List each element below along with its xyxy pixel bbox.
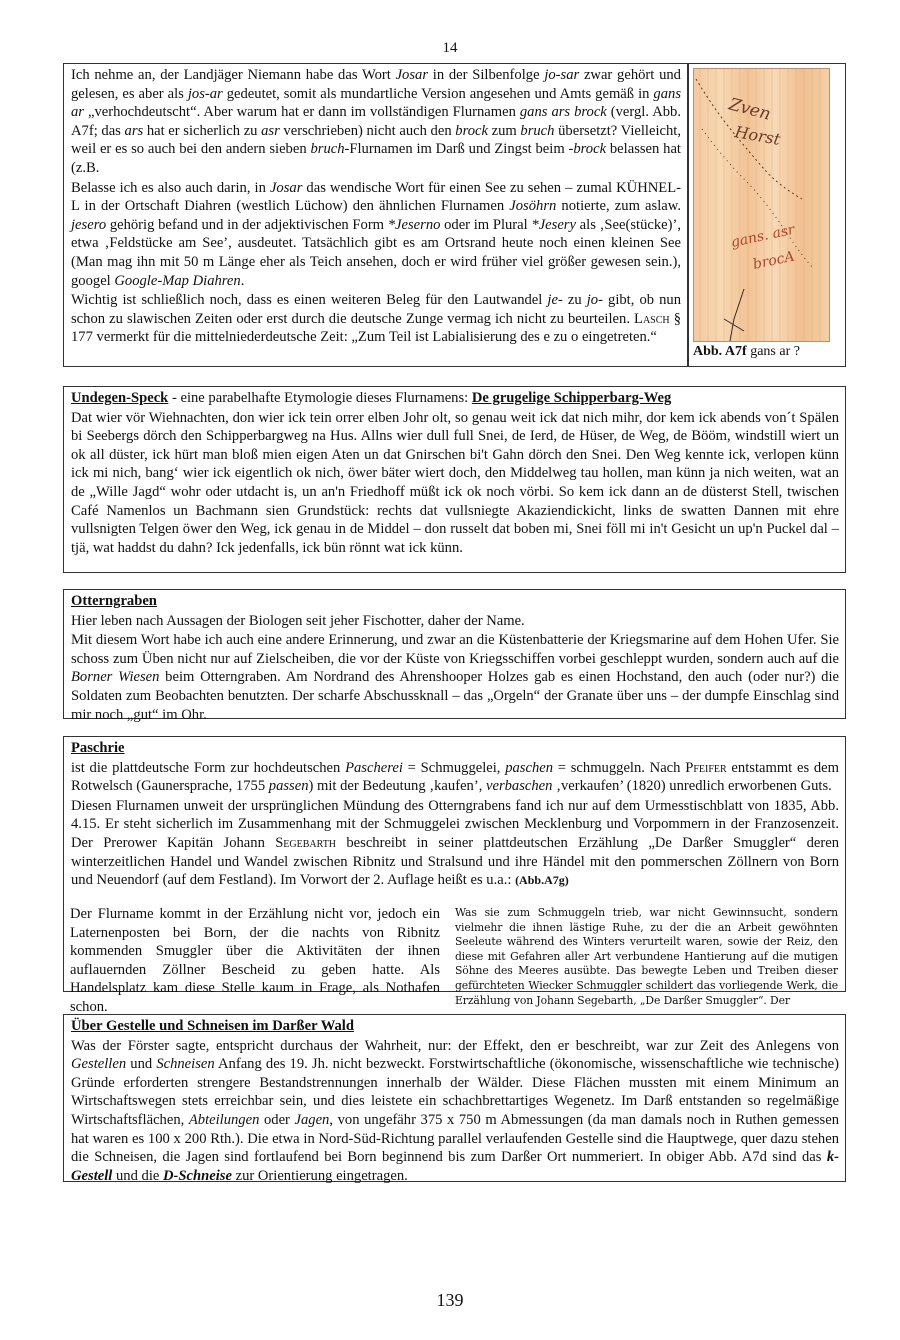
paragraph: Was der Förster sagte, entspricht durchaus der Wahrheit, nur: der Effekt, den er beschreibt, war zur Zeit des Anlegens von Gestellen und Schneisen Anfang des 19. Jh. nicht bezweckt. Forstwirtschaftliche (ökonomische, wissenschaftliche wie technische) Gründe erforderten strengere Bestandstrennungen innerhalb der Wälder. Diese Flächen mussten mit einem Minimum an Wirtschaftswegen stets erreichbar sein, und dies leistete ein schachbrettartiges Wegenetz. Im Darß entstanden so regelmäßige Wirtschaftsflächen, Abteilungen oder Jagen, von ungefähr 375 x 750 m Abmessungen (da man damals noch in Ruthen gemessen hat waren es 100 x 200 Rth.). Die etwa in Nord-Süd-Richtung parallel verlaufenden Gestelle sind die Hauptwege, quer dazu stehen die Schneisen, die Jagen sind fortlaufend bei Born beginnend bis zum Darßer Ort nummeriert. In obiger Abb. A7d sind das k-Gestell und die D-Schneise zur Orientierung eingetragen. — [71, 1037, 839, 1184]
paragraph: Wichtig ist schließlich noch, dass es einen weiteren Beleg für den Lautwandel je- zu jo- gibt, ob nun schon zu slawischen Zeiten oder erst durch die deutsche Zunge vermag ich nicht zu beurteilen. Lasch § 177 vermerkt für die mittelniederdeutsche Zeit: „Zum Teil ist Labialisierung des e zu o eingetreten.“ — [71, 292, 682, 346]
paragraph: ist die plattdeutsche Form zur hochdeutschen Pascherei = Schmuggelei, paschen = schmuggeln. Nach Pfeifer entstammt es dem Rotwelsch (Gaunersprache, 1755 passen) mit der Bedeutung ‚kaufen’, verbaschen ‚verkaufen’ (1820) unredlich erworbenen Guts. — [71, 759, 840, 795]
section-heading: Über Gestelle und Schneisen im Darßer Wald — [71, 1018, 354, 1034]
section-heading: Undegen-Speck - eine parabelhafte Etymologie dieses Flurnamens: De grugelige Schipperbarg-Weg — [71, 390, 672, 406]
fraktur-quote: Was sie zum Schmuggeln trieb, war nicht Gewinnsucht, sondern vielmehr die ihnen lästige Ruhe, zu der die an Arbeit gewöhnten Seeleute während des Winters verurteilt waren, sowie der Reiz, den diese mit Gefahren aller Art verbundene Hantierung auf die mutigen Söhne des Meeres ausübte. Das bewegte Leben und Treiben dieser gefürchteten Wiecker Schmuggler schildert das vorliegende Werk, die Erzählung von Johann Segebarth, „De Darßer Smuggler“. Der — [455, 906, 838, 1007]
map-label-brock: brocA — [751, 248, 796, 273]
section-heading: Paschrie — [71, 740, 125, 756]
paragraph: Ich nehme an, der Landjäger Niemann habe das Wort Josar in der Silbenfolge jo-sar zwar gehört und gelesen, es aber als jos-ar gedeutet, somit als mundartliche Version angesehen und Amts gemäß in gans ar „verhochdeutscht“. Aber warum hat er dann im vollständigen Flurnamen gans ars brock (vergl. Abb. A7f; das ars hat er sicherlich zu asr verschrieben) nicht auch den brock zum bruch übersetzt? Vielleicht, weil er es so auch bei den andern sieben bruch-Flurnamen im Darß und Zingst beim -brock belassen hat (z.B. — [71, 67, 681, 176]
section-josar — [63, 63, 688, 367]
section-heading: Otterngraben — [71, 593, 157, 609]
paragraph: Mit diesem Wort habe ich auch eine andere Erinnerung, und zwar an die Küstenbatterie der Kriegsmarine auf dem Hohen Ufer. Sie schoss zum Üben nicht nur auf Zielscheiben, die vor der Küste von Kriegsschiffen vorbei geschleppt wurden, sondern auch auf die Borner Wiesen beim Otterngraben. Am Nordrand des Ahrenshooper Holzes gab es einen Hochstand, den auch (oder nur?) die Soldaten zum Beobachten benutzten. Der scharfe Abschussknall – das „Orgeln“ der Granate über uns – der dumpfe Einschlag sind mir noch „gut“ im Ohr. — [71, 632, 839, 723]
section-gestelle-schneisen — [63, 1014, 846, 1182]
paragraph: Hier leben nach Aussagen der Biologen seit jeher Fischotter, daher der Name. — [71, 612, 525, 629]
page-number-bottom: 139 — [436, 1290, 464, 1310]
paschrie-left-text: Der Flurname kommt in der Erzählung nicht vor, jedoch ein Laternenposten bei Born, der die nachts von Ribnitz kommenden Smuggler über die Aktivitäten der ihnen auflauernden Zöllner Bescheid zu geben hatte. Als Handelsplatz kam diese Stelle kaum in Frage, als Nothafen schon. — [70, 906, 440, 1015]
section-undegen-speck — [63, 386, 846, 573]
figure-caption: Abb. A7f gans ar ? — [693, 344, 800, 359]
page-number-top: 14 — [442, 40, 458, 56]
map-label-gans-asr: gans. asr — [729, 221, 797, 251]
map-label-horst: Horst — [733, 122, 782, 149]
paragraph: Dat wier vör Wiehnachten, don wier ick tein orrer elben Johr olt, so genau weit ick dat nich mihr, dor kem ick abends von´t Spälen bi Seebergs dörch den Schipperbargweg na Hus. Allns wier dull full Snei, de Ierd, de Hüser, de Weg, de Bööm, windstill wiert un ok all düster, ick hürt man bloß mien eigen Aten un dat Gnirschen bi't Gahn dörch den Snei. Den Weg kennte ick, verlopen künn ick mi nich, bang‘ wier ick eigentlich ok nich, öwer bäter wiert doch, den Middelweg tau hollen, man künn ja nich weiten, wat an de „Wille Jagd“ wohr oder utdacht is, un an'n Friedhoff müßt ick ok noch vörbi. So kem ick dann an de düsterst Stell, twischen Café Namenlos un Bachmann sien Grundstück: rechts dat vullsniegte Akaziendickicht, links de swatten Dannen mit ehre vullsnigten Telgen öwer den Weg, ick genau in de Middel – don russelt dat boben mi, Snei föll mi in't Gesicht un up'n Puckel dal – tjä, wat haddst du dahn? Ick jedenfalls, ick bün rönnt wat ick künn. — [71, 409, 839, 556]
map-drawing — [694, 69, 829, 341]
section-otterngraben — [63, 589, 846, 723]
map-image — [693, 68, 830, 342]
map-label-zven: Zven — [726, 94, 773, 125]
paragraph: Diesen Flurnamen unweit der ursprünglichen Mündung des Otterngrabens fand ich nur auf dem Urmesstischblatt von 1835, Abb. 4.15. Er steht sicherlich im Zusammenhang mit der Schmuggelei zwischen Mecklenburg und Vorpommern in der Franzosenzeit. Der Prerower Kapitän Johann Segebarth beschreibt in seiner plattdeutschen Erzählung „De Darßer Smuggler“ deren winterzeitlichen Handel und Wandel zwischen Ribnitz und Stralsund und ihre Händel mit den pommerschen Zöllnern von Born und Neuendorf (auf dem Festland). Im Vorwort der 2. Auflage heißt es u.a.: (Abb.A7g) — [71, 797, 839, 889]
paragraph: Belasse ich es also auch darin, in Josar das wendische Wort für einen See zu sehen – zumal KÜHNEL-L in der Ortschaft Diahren (westlich Lüchow) den ähnlichen Flurnamen Josöhrn notierte, zum aslaw. jesero gehörig befand und in der adjektivischen Form *Jeserno oder im Plural *Jesery als ‚See(stücke)’, etwa ‚Feldstücke am See’, ausdeutet. Tatsächlich gibt es am Ortsrand heute noch einen kleinen See (Man mag ihn mit 50 m Länge eher als Teich ansehen, doch er wird früher viel größer gewesen sein.), googel Google-Map Diahren. — [71, 179, 682, 289]
figure-a7f — [688, 63, 846, 367]
